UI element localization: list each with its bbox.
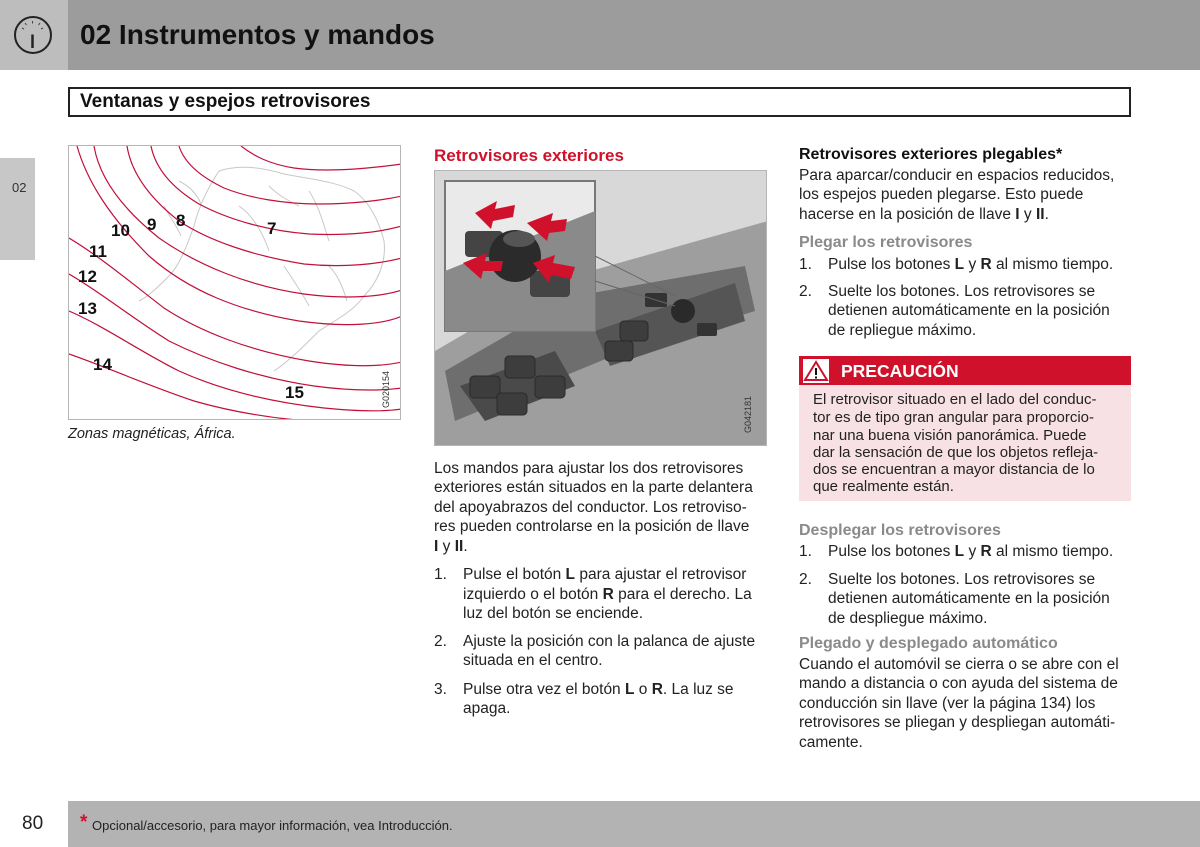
auto-line-5: camente. <box>799 734 863 751</box>
intro-line-3: del apoyabrazos del conductor. Los retroviso- <box>434 499 747 516</box>
warning-title: PRECAUCIÓN <box>841 361 959 381</box>
warning-line-6: que realmente están. <box>813 478 954 495</box>
zone-label-8: 8 <box>176 211 186 230</box>
warning-line-5: dos se encuentran a mayor distancia de lo <box>813 461 1095 478</box>
chapter-tab <box>0 158 35 260</box>
warning-line-4: dar la sensación de que los objetos refleja- <box>813 444 1099 461</box>
zone-label-9: 9 <box>147 215 157 234</box>
map-caption: Zonas magnéticas, África. <box>68 426 236 442</box>
heading-plegar: Plegar los retrovisores <box>799 234 973 251</box>
warning-line-3: nar una buena visión panorámica. Puede <box>813 427 1087 444</box>
intro-line-1: Los mandos para ajustar los dos retrovisores <box>434 460 744 477</box>
heading-retrovisores-exteriores: Retrovisores exteriores <box>434 146 624 165</box>
africa-map-illustration <box>69 146 401 420</box>
zone-label-12: 12 <box>78 267 97 286</box>
mirror-controls-photo <box>434 170 767 446</box>
photo-image-code: G042181 <box>743 395 753 433</box>
footnote-star: * <box>80 812 88 833</box>
intro-line-4: res pueden controlarse en la posición de llave <box>434 518 750 535</box>
warning-triangle-icon <box>803 359 829 383</box>
heading-desplegar: Desplegar los retrovisores <box>799 522 1001 539</box>
speedometer-icon <box>14 16 52 54</box>
auto-line-2: mando a distancia o con ayuda del sistema de <box>799 675 1118 692</box>
map-image-code: G020154 <box>381 370 391 408</box>
door-armrest-illustration <box>435 171 767 446</box>
auto-line-1: Cuando el automóvil se cierra o se abre con el <box>799 656 1119 673</box>
zone-label-7: 7 <box>267 219 277 238</box>
section-title: Ventanas y espejos retrovisores <box>80 91 371 112</box>
auto-line-3: conducción sin llave (ver la página 134) los <box>799 695 1096 712</box>
plegables-line-3: hacerse en la posición de llave I y II. <box>799 206 1049 223</box>
chapter-tab-label: 02 <box>12 180 27 195</box>
warning-line-1: El retrovisor situado en el lado del conduc- <box>813 391 1097 408</box>
footnote-text: Opcional/accesorio, para mayor información, vea Introducción. <box>92 818 453 833</box>
zone-label-10: 10 <box>111 221 130 240</box>
zone-label-14: 14 <box>93 355 112 374</box>
zone-label-13: 13 <box>78 299 97 318</box>
page-number: 80 <box>22 813 44 834</box>
heading-plegables: Retrovisores exteriores plegables* <box>799 146 1063 163</box>
intro-line-2: exteriores están situados en la parte delantera <box>434 479 753 496</box>
plegables-line-1: Para aparcar/conducir en espacios reducidos, <box>799 167 1115 184</box>
magnetic-zones-map <box>68 145 401 420</box>
zone-label-11: 11 <box>89 242 107 261</box>
auto-line-4: retrovisores se pliegan y despliegan automáti- <box>799 714 1116 731</box>
intro-line-5: I y II. <box>434 538 468 555</box>
chapter-title: 02 Instrumentos y mandos <box>80 19 435 50</box>
warning-line-2: tor es de tipo gran angular para proporcio- <box>813 409 1095 426</box>
heading-automatico: Plegado y desplegado automático <box>799 635 1058 652</box>
zone-label-15: 15 <box>285 383 304 402</box>
plegables-line-2: los espejos pueden plegarse. Esto puede <box>799 186 1084 203</box>
